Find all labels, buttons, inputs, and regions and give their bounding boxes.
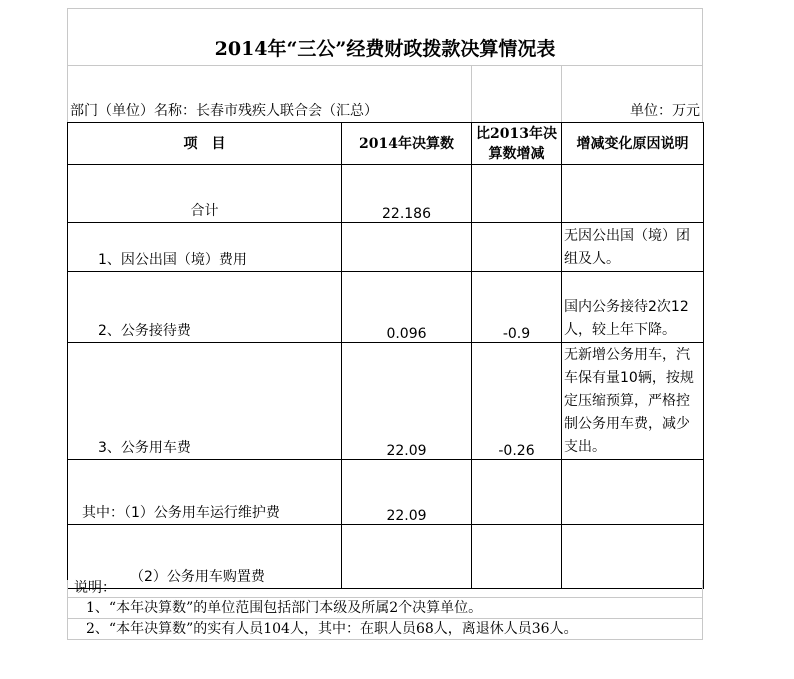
row-change (472, 525, 562, 589)
row-item: 1、因公出国（境）费用 (98, 252, 247, 268)
row-reason: 无新增公务用车，汽车保有量10辆，按规定压缩预算，严格控制公务用车费，减少支出。 (562, 343, 704, 460)
row-reason (562, 460, 704, 525)
title-row (67, 8, 703, 65)
row-amount: 22.09 (342, 460, 472, 525)
row-item: （2）公务用车购置费 (130, 569, 265, 585)
three-public-expenses-table (67, 122, 704, 589)
row-item: 合计 (190, 203, 219, 219)
row-amount: 22.186 (342, 165, 472, 223)
notes-heading: 说明： (67, 580, 703, 598)
grid-line (561, 66, 562, 122)
row-change (472, 165, 562, 223)
row-amount: 22.09 (342, 343, 472, 460)
row-amount (342, 223, 472, 272)
row-reason (562, 525, 704, 589)
header-change: 比2013年决算数增减 (472, 123, 562, 165)
notes-section (67, 580, 703, 640)
row-amount (342, 525, 472, 589)
note-item: 2、“本年决算数”的实有人员104人，其中：在职人员68人，离退休人员36人。 (67, 619, 703, 640)
row-item: 3、公务用车费 (98, 440, 191, 456)
table-row (68, 223, 704, 272)
department-row (67, 65, 703, 122)
header-amount: 2014年决算数 (342, 123, 472, 165)
row-reason (562, 165, 704, 223)
department-name: 部门（单位）名称：长春市残疾人联合会（汇总） (70, 103, 378, 119)
row-change: -0.9 (472, 272, 562, 343)
page-title: 2014年“三公”经费财政拨款决算情况表 (214, 38, 556, 60)
row-change: -0.26 (472, 343, 562, 460)
header-reason: 增减变化原因说明 (562, 123, 704, 165)
header-row (68, 123, 704, 165)
table-row (68, 165, 704, 223)
row-change (472, 460, 562, 525)
table-row (68, 460, 704, 525)
row-amount: 0.096 (342, 272, 472, 343)
note-item: 1、“本年决算数”的单位范围包括部门本级及所属2个决算单位。 (67, 598, 703, 619)
table-row (68, 525, 704, 589)
table-row (68, 272, 704, 343)
row-item: 其中：（1）公务用车运行维护费 (82, 505, 280, 521)
table-row (68, 343, 704, 460)
row-reason: 国内公务接待2次12人，较上年下降。 (562, 272, 704, 343)
row-change (472, 223, 562, 272)
header-item: 项 目 (68, 123, 342, 165)
row-reason: 无因公出国（境）团组及人。 (562, 223, 704, 272)
unit-label: 单位：万元 (630, 103, 700, 119)
grid-line (471, 66, 472, 122)
row-item: 2、公务接待费 (98, 323, 191, 339)
